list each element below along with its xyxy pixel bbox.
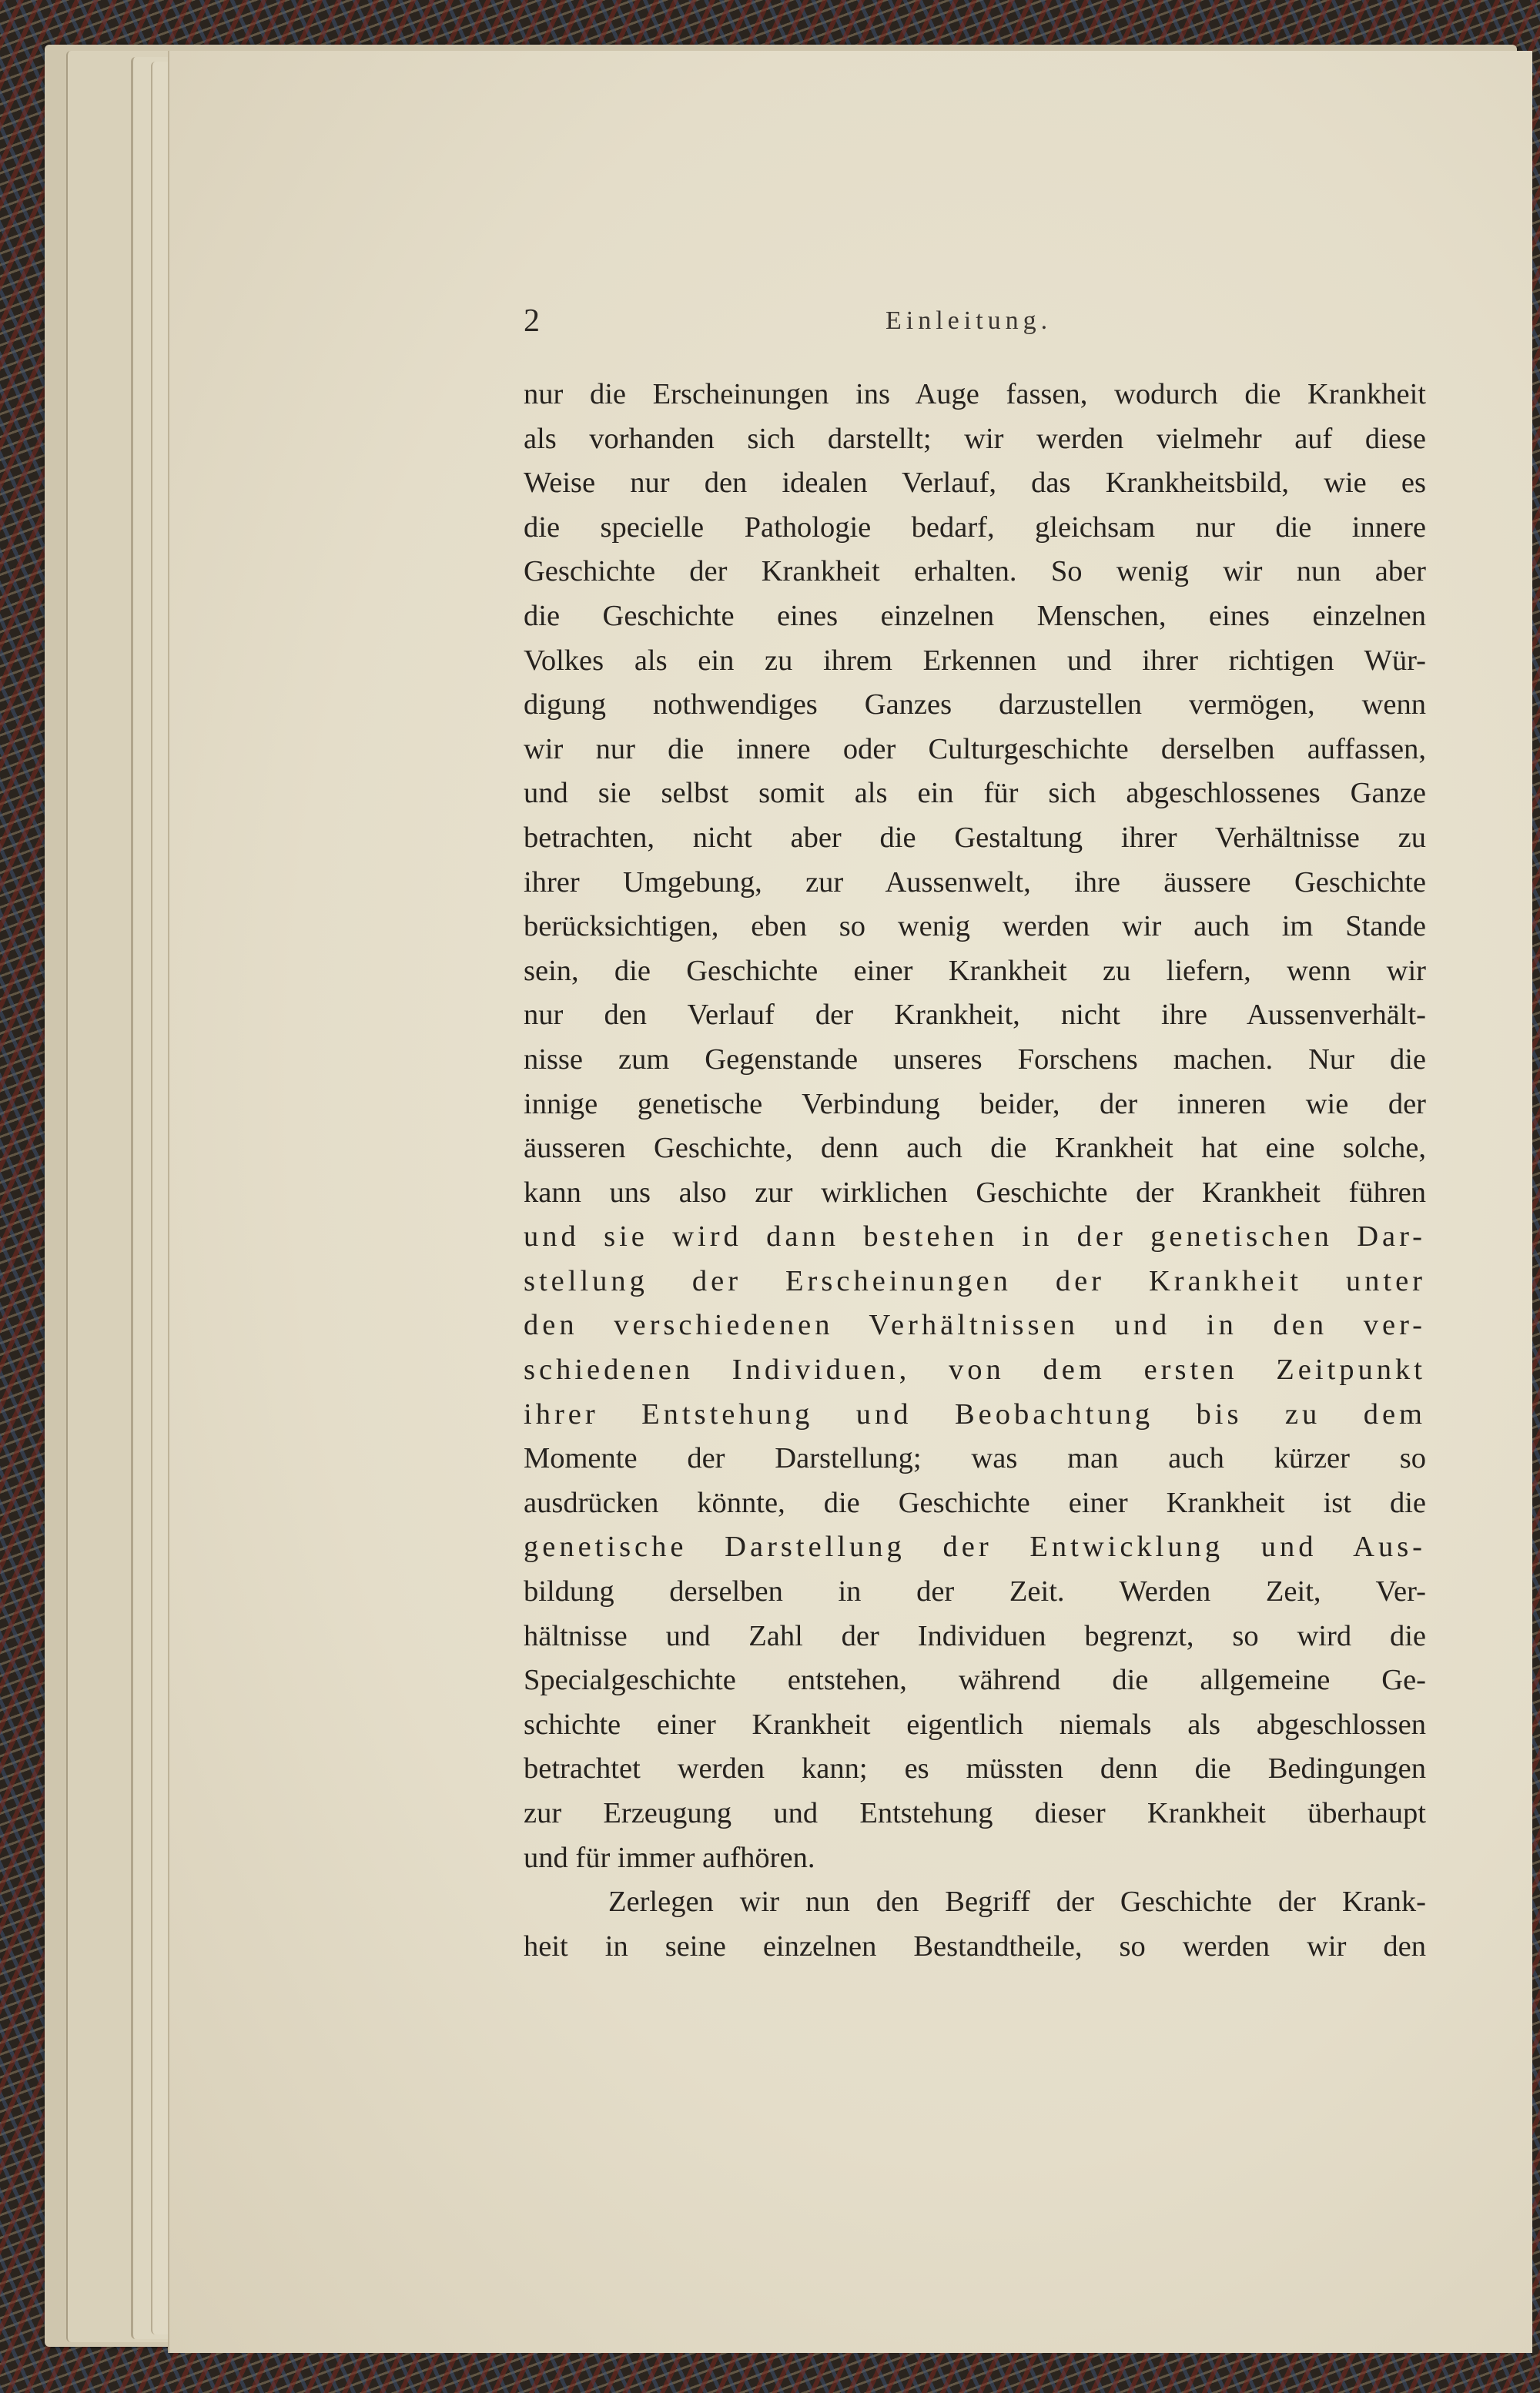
text-line: nur die Erscheinungen ins Auge fassen, wodurch die Krankheit xyxy=(524,378,1426,410)
text-line: bildung derselben in der Zeit. Werden Zeit, Ver- xyxy=(524,1575,1426,1608)
text-line: schichte einer Krankheit eigentlich niemals als abgeschlossen xyxy=(524,1708,1426,1741)
text-line: zur Erzeugung und Entstehung dieser Krankheit überhaupt xyxy=(524,1797,1426,1829)
running-head xyxy=(524,302,1426,340)
text-line: Weise nur den idealen Verlauf, das Krankheitsbild, wie es xyxy=(524,467,1426,500)
text-line: Volkes als ein zu ihrem Erkennen und ihrer richtigen Wür- xyxy=(524,644,1426,677)
text-line: wir nur die innere oder Culturgeschichte derselben auffassen, xyxy=(524,732,1426,765)
text-line: und für immer aufhören. xyxy=(524,1841,815,1874)
text-line: Geschichte der Krankheit erhalten. So wenig wir nun aber xyxy=(524,555,1426,588)
page-number: 2 xyxy=(524,303,540,339)
text-line: als vorhanden sich darstellt; wir werden vielmehr auf diese xyxy=(524,422,1426,455)
text-line: genetische Darstellung der Entwicklung und Aus- xyxy=(524,1531,1426,1564)
text-line: ihrer Entstehung und Beobachtung bis zu dem xyxy=(524,1397,1426,1431)
body-text xyxy=(524,373,1426,1969)
text-line: und sie selbst somit als ein für sich abgeschlossenes Ganze xyxy=(524,777,1426,810)
text-line: hältnisse und Zahl der Individuen begrenzt, so wird die xyxy=(524,1619,1426,1652)
text-line: die specielle Pathologie bedarf, gleichsam nur die innere xyxy=(524,510,1426,544)
text-line: äusseren Geschichte, denn auch die Krankheit hat eine solche, xyxy=(524,1132,1426,1165)
text-line: innige genetische Verbindung beider, der inneren wie der xyxy=(524,1087,1426,1120)
text-line: heit in seine einzelnen Bestandtheile, so werden wir den xyxy=(524,1929,1426,1963)
text-line: stellung der Erscheinungen der Krankheit unter xyxy=(524,1264,1426,1297)
text-line: kann uns also zur wirklichen Geschichte der Krankheit führen xyxy=(524,1176,1426,1209)
text-line: nur den Verlauf der Krankheit, nicht ihre Aussenverhält- xyxy=(524,999,1426,1032)
text-line: sein, die Geschichte einer Krankheit zu liefern, wenn wir xyxy=(524,954,1426,987)
text-line: berücksichtigen, eben so wenig werden wir auch im Stande xyxy=(524,910,1426,943)
text-line: ihrer Umgebung, zur Aussenwelt, ihre äussere Geschichte xyxy=(524,865,1426,899)
text-line: ausdrücken könnte, die Geschichte einer Krankheit ist die xyxy=(524,1486,1426,1519)
text-line: betrachtet werden kann; es müssten denn die Bedingungen xyxy=(524,1752,1426,1786)
text-line: Zerlegen wir nun den Begriff der Geschichte der Krank- xyxy=(608,1886,1426,1919)
text-line: Specialgeschichte entstehen, während die allgemeine Ge- xyxy=(524,1664,1426,1697)
text-line: digung nothwendiges Ganzes darzustellen vermögen, wenn xyxy=(524,688,1426,721)
running-head-title: Einleitung. xyxy=(886,306,1053,335)
text-line: den verschiedenen Verhältnissen und in den ver- xyxy=(524,1309,1426,1342)
text-line: schiedenen Individuen, von dem ersten Zeitpunkt xyxy=(524,1354,1426,1387)
text-line: Momente der Darstellung; was man auch kürzer so xyxy=(524,1442,1426,1475)
text-line: die Geschichte eines einzelnen Menschen, eines einzelnen xyxy=(524,599,1426,632)
text-line: und sie wird dann bestehen in der genetischen Dar- xyxy=(524,1220,1426,1253)
text-line: betrachten, nicht aber die Gestaltung ihrer Verhältnisse zu xyxy=(524,821,1426,854)
text-line: nisse zum Gegenstande unseres Forschens machen. Nur die xyxy=(524,1043,1426,1076)
